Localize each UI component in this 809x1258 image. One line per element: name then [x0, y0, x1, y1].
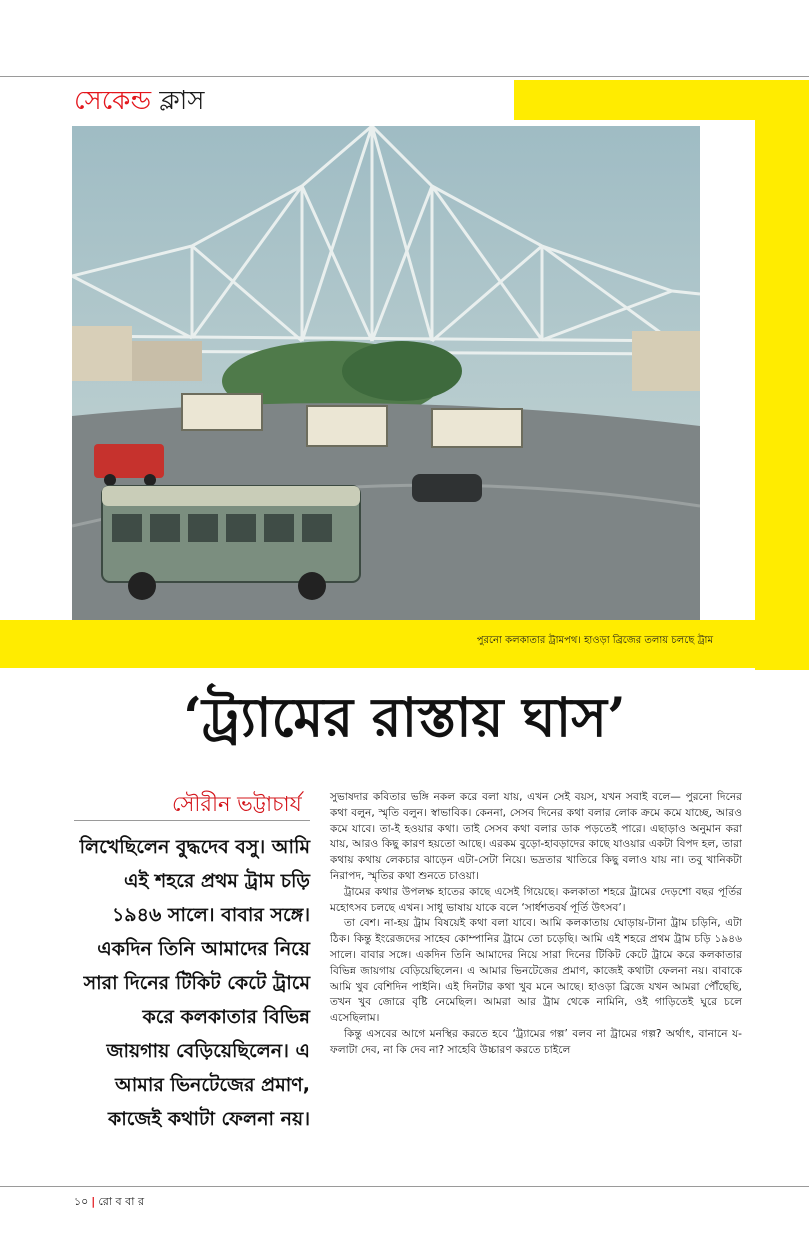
body-paragraph: সুভাষদার কবিতার ভঙ্গি নকল করে বলা যায়, এখন সেই বয়স, যখন সবাই বলে— পুরনো দিনের কথা বলুন, স্মৃতি বলুন। স্বাভাবিক। কেননা, সেসব দিনের কথা বলার লোক ক্রমে কমে যাচ্ছে, আরও কমে যাবে। তা-ই হওয়ার কথা। তাই সেসব কথা বলার ডাক পড়তেই পারে। এছাড়াও অনুমান করা যায়, আরও কিছু কারণ হয়তো আছে। এরকম বুড়ো-হাবড়াদের কাছে যাওয়ার একটা বিপদ হল, তারা কথায় কথায় লেকচার ঝাড়েন এটা-সেটা নিয়ে। ভদ্রতার খাতিরে কিছু বলাও যায় না। তবু খানিকটা নিরাপদ, স্মৃতির কথা শুনতে চাওয়া। — [330, 791, 742, 882]
article-body — [330, 790, 742, 1059]
magazine-name: রো ব বা র — [98, 1195, 145, 1208]
byline-rule — [74, 820, 310, 821]
section-label-black: ক্লাস — [159, 86, 205, 116]
body-paragraph: ট্রামের কথার উপলক্ষ হাতের কাছে এসেই গিয়েছে। কলকাতা শহরে ট্রামের দেড়শো বছর পূর্তির মহোৎসব চলছে এখন। সাধু ভাষায় যাকে বলে ‘সার্ধশতবর্ষ পূর্তি উৎসব’। — [330, 885, 742, 914]
bottom-rule — [0, 1186, 809, 1187]
howrah-bridge-photo — [72, 126, 700, 620]
author-byline: সৌরীন ভট্টাচার্য — [172, 792, 302, 816]
folio-separator: | — [91, 1195, 96, 1208]
top-rule — [0, 76, 809, 77]
page-number: ১০ — [74, 1195, 89, 1208]
pull-quote: লিখেছিলেন বুদ্ধদেব বসু। আমি এই শহরে প্রথম ট্রাম চড়ি ১৯৪৬ সালে। বাবার সঙ্গে। একদিন তিনি আমাদের নিয়ে সারা দিনের টিকিট কেটে ট্রামে করে কলকাতার বিভিন্ন জায়গায় বেড়িয়েছিলেন। এ আমার ভিনটেজের প্রমাণ, কাজেই কথাটা ফেলনা নয়। — [79, 836, 310, 1130]
page-folio — [74, 1193, 144, 1212]
body-paragraph: তা বেশ। না-হয় ট্রাম বিষয়েই কথা বলা যাবে। আমি কলকাতায় ঘোড়ায়-টানা ট্রাম চড়িনি, এটা ঠিক। কিন্তু ইংরেজদের সাহেব কোম্পানির ট্রামে তো চড়েছি। আমি এই শহরে প্রথম ট্রাম চড়ি ১৯৪৬ সালে। বাবার সঙ্গে। একদিন তিনি আমাদের নিয়ে সারা দিনের টিকিট কেটে ট্রামে করে কলকাতার বিভিন্ন জায়গায় বেড়িয়েছিলেন। এ আমার ভিনটেজের প্রমাণ, কাজেই কথাটা ফেলনা নয়। বাবাকে আমি খুব বেশিদিন পাইনি। এই দিনটার কথা খুব মনে আছে। হাওড়া ব্রিজে যখন আমরা পৌঁছেছি, তখন খুব জোরে বৃষ্টি নেমেছিল। আমরা আর ট্রাম থেকে নামিনি, ওই গাড়িতেই ঘুরে চলে এসেছিলাম। — [330, 917, 742, 1025]
yellow-side-band — [755, 80, 809, 670]
body-paragraph: কিন্তু এসবের আগে মনস্থির করতে হবে ‘ট্র্যামের গল্প’ বলব না ট্রামের গল্প? অর্থাৎ, বানানে য-ফলাটা দেব, না কি দেব না? সাহেবি উচ্চারণ করতে চাইলে — [330, 1027, 742, 1056]
section-label-red: সেকেন্ড — [74, 86, 152, 116]
article-headline: ‘ট্র্যামের রাস্তায় ঘাস’ — [183, 685, 626, 749]
photo-caption: পুরনো কলকাতার ট্রামপথ। হাওড়া ব্রিজের তলায় চলছে ট্রাম — [476, 635, 713, 646]
section-label — [74, 84, 204, 118]
